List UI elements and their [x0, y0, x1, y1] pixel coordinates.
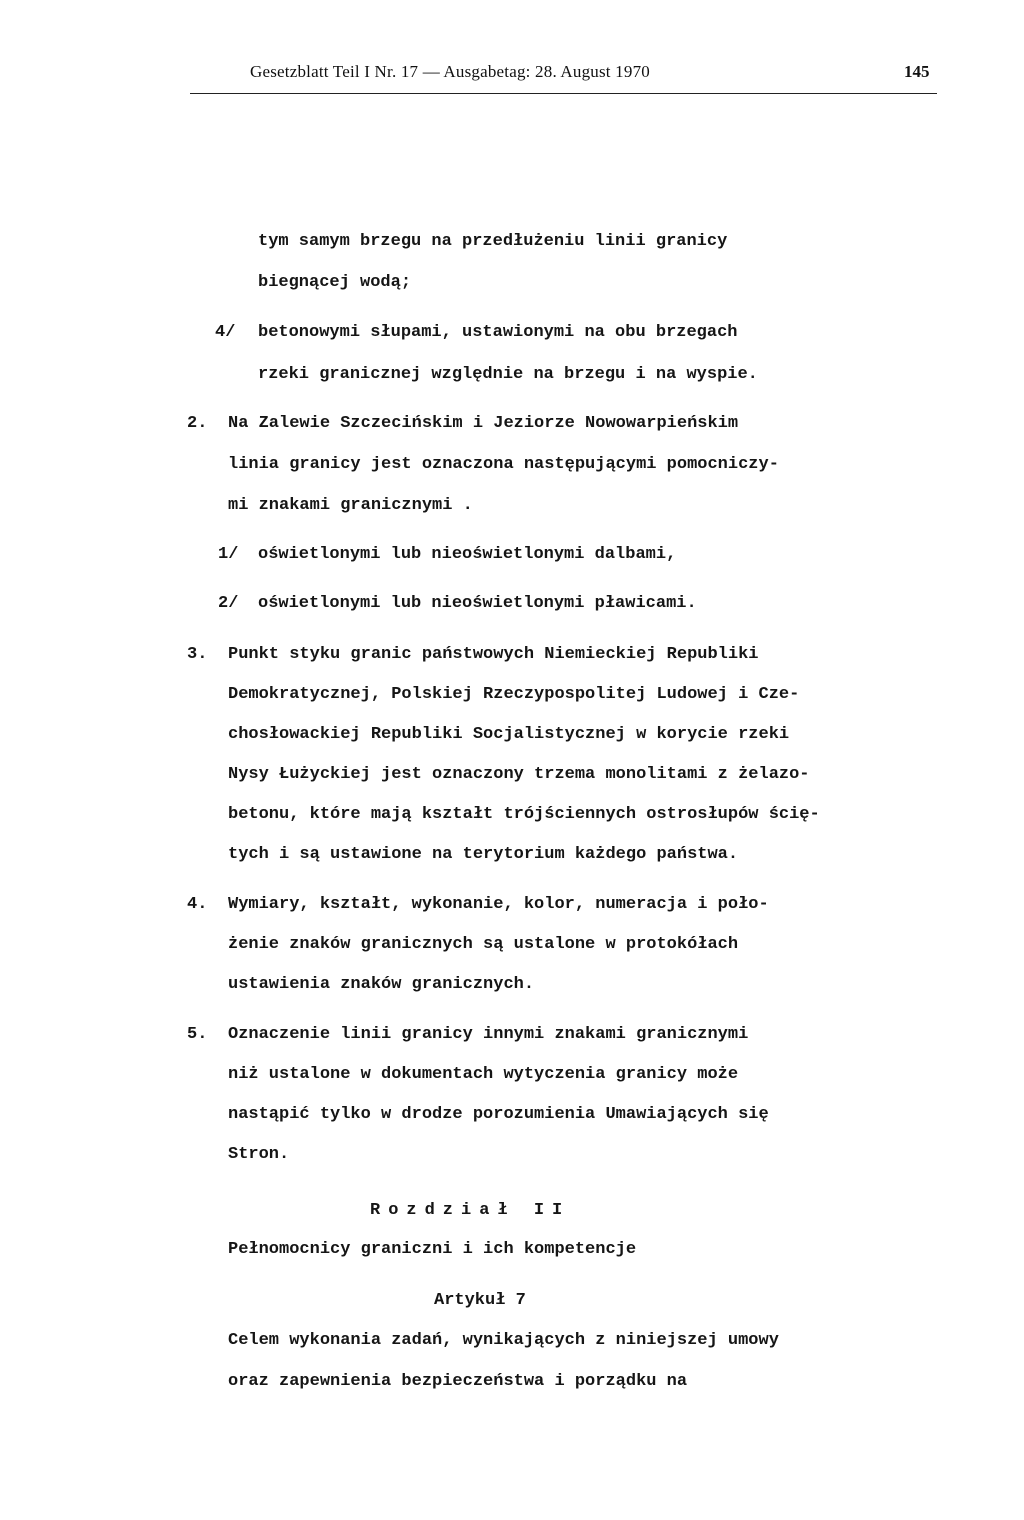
- page-number: 145: [904, 62, 930, 81]
- section-number: 3.: [187, 645, 208, 664]
- page-header: [0, 0, 1024, 96]
- text-line: tych i są ustawione na terytorium każdego państwa.: [228, 845, 739, 864]
- text-line: biegnącej wodą;: [258, 273, 412, 292]
- header-rule: [190, 93, 937, 94]
- chapter-title: Pełnomocnicy graniczni i ich kompetencje: [228, 1240, 637, 1259]
- text-line: Nysy Łużyckiej jest oznaczony trzema monolitami z żelazo-: [228, 765, 810, 784]
- text-line: tym samym brzegu na przedłużeniu linii granicy: [258, 232, 728, 251]
- running-title: Gesetzblatt Teil I Nr. 17 — Ausgabetag: 28. August 1970: [250, 62, 650, 81]
- text-line: nastąpić tylko w drodze porozumienia Umawiających się: [228, 1105, 769, 1124]
- text-line: Punkt styku granic państwowych Niemieckiej Republiki: [228, 645, 759, 664]
- text-line: ustawienia znaków granicznych.: [228, 975, 535, 994]
- section-number: 5.: [187, 1025, 208, 1044]
- text-line: Celem wykonania zadań, wynikających z niniejszej umowy: [228, 1331, 779, 1350]
- list-item-text: oświetlonymi lub nieoświetlonymi pławicami.: [258, 594, 697, 613]
- text-line: mi znakami granicznymi .: [228, 496, 473, 515]
- text-line: Na Zalewie Szczecińskim i Jeziorze Nowowarpieńskim: [228, 414, 739, 433]
- text-line: Oznaczenie linii granicy innymi znakami granicznymi: [228, 1025, 749, 1044]
- text-line: Wymiary, kształt, wykonanie, kolor, numeracja i poło-: [228, 895, 769, 914]
- item-marker: 1/: [218, 545, 239, 564]
- chapter-heading: Rozdział II: [370, 1201, 571, 1220]
- text-line: żenie znaków granicznych są ustalone w protokółach: [228, 935, 739, 954]
- text-line: rzeki granicznej względnie na brzegu i na wyspie.: [258, 365, 758, 384]
- text-line: Stron.: [228, 1145, 290, 1164]
- text-line: chosłowackiej Republiki Socjalistycznej w korycie rzeki: [228, 725, 790, 744]
- text-line: betonu, które mają kształt trójściennych ostrosłupów ścię-: [228, 805, 820, 824]
- text-line: oraz zapewnienia bezpieczeństwa i porządku na: [228, 1372, 688, 1391]
- text-line: Demokratycznej, Polskiej Rzeczypospolitej Ludowej i Cze-: [228, 685, 800, 704]
- text-line: niż ustalone w dokumentach wytyczenia granicy może: [228, 1065, 739, 1084]
- section-number: 2.: [187, 414, 208, 433]
- item-marker: 4/: [215, 323, 236, 342]
- item-marker: 2/: [218, 594, 239, 613]
- article-heading: Artykuł 7: [434, 1291, 526, 1310]
- list-item-text: oświetlonymi lub nieoświetlonymi dalbami,: [258, 545, 677, 564]
- text-line: betonowymi słupami, ustawionymi na obu brzegach: [258, 323, 738, 342]
- text-line: linia granicy jest oznaczona następującymi pomocniczy-: [228, 455, 779, 474]
- section-number: 4.: [187, 895, 208, 914]
